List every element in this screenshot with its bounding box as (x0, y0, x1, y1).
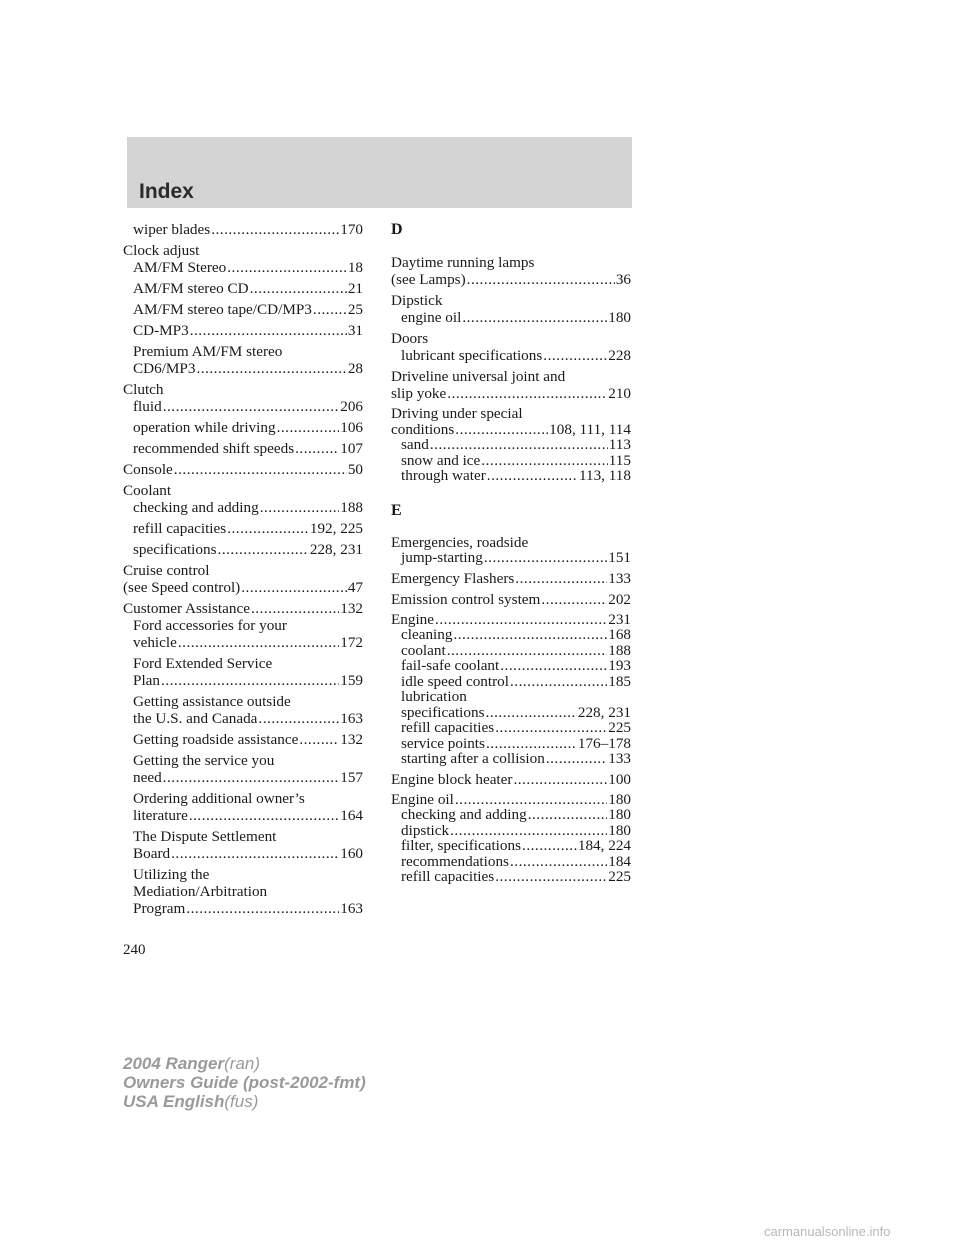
leader-dots (227, 259, 347, 276)
entry-row (133, 845, 363, 862)
entry-lead-line: Premium AM/FM stereo (133, 343, 283, 360)
entry-row (133, 322, 363, 339)
entry-page: 168 (608, 626, 631, 643)
entry-row (401, 309, 631, 326)
entry-page: 228 (608, 347, 631, 364)
leader-dots (178, 634, 339, 651)
entry-page: 50 (347, 461, 363, 478)
leader-dots (186, 900, 339, 917)
footer-bold: USA English (123, 1092, 225, 1111)
index-subentry (133, 617, 363, 651)
entry-row (133, 360, 363, 377)
section-letter: E (391, 501, 402, 519)
entry-row (401, 720, 631, 736)
entry-page: 184 (608, 852, 631, 870)
entry-text: checking and adding (401, 806, 527, 823)
index-subentry (401, 689, 631, 720)
entry-heading: Dipstick (391, 292, 443, 309)
entry-lead-line: The Dispute Settlement (133, 828, 277, 845)
index-subentry (401, 838, 631, 854)
entry-page: 180 (608, 821, 631, 839)
entry-row (123, 579, 363, 596)
entry-text: CD6/MP3 (133, 360, 196, 377)
entry-page: 202 (608, 590, 631, 608)
entry-lead-line: Driving under special (391, 405, 523, 422)
entry-row (401, 807, 631, 823)
index-subentry (401, 854, 631, 870)
entry-text: Emission control system (391, 590, 541, 608)
entry-page: 160 (340, 845, 363, 862)
entry-page: 31 (347, 322, 363, 339)
entry-row (133, 769, 363, 786)
entry-text: sand (401, 436, 429, 453)
leader-dots (450, 823, 607, 839)
leader-dots (522, 838, 577, 854)
entry-row (133, 807, 363, 824)
entry-page: 159 (340, 672, 363, 689)
index-entry (391, 254, 631, 288)
entry-page: 206 (340, 398, 363, 415)
index-entry (391, 771, 631, 788)
entry-row (123, 461, 363, 478)
leader-dots (481, 453, 607, 469)
leader-dots (455, 422, 548, 438)
entry-page: 163 (340, 900, 363, 917)
entry-row (133, 520, 363, 537)
leader-dots (543, 347, 607, 364)
index-subentry (401, 437, 631, 453)
index-entry (391, 368, 631, 402)
leader-dots (258, 710, 339, 727)
entry-page: 192, 225 (309, 520, 363, 537)
entry-text: service points (401, 734, 485, 752)
entry-row (391, 422, 631, 438)
entry-page: 47 (347, 579, 363, 596)
leader-dots (484, 550, 607, 566)
index-subentry (401, 736, 631, 752)
entry-page: 180 (608, 309, 631, 326)
leader-dots (510, 674, 607, 690)
entry-text: snow and ice (401, 451, 481, 469)
section-letter: D (391, 221, 403, 238)
leader-dots (241, 579, 347, 596)
entry-heading: Doors (391, 330, 429, 347)
entry-text: need (133, 769, 162, 786)
leader-dots (260, 499, 340, 516)
leader-dots (161, 672, 339, 689)
index-subentry (401, 720, 631, 736)
entry-text: refill capacities (401, 868, 495, 885)
leader-dots (163, 398, 340, 415)
index-entry (391, 330, 631, 364)
entry-page: 170 (340, 221, 363, 238)
entry-page: 172 (340, 634, 363, 651)
entry-text: cleaning (401, 626, 453, 643)
index-subentry (133, 693, 363, 727)
entry-page: 108, 111, 114 (549, 420, 631, 438)
entry-text: Emergency Flashers (391, 569, 515, 587)
entry-page: 36 (615, 271, 631, 288)
entry-page: 188 (340, 499, 363, 516)
leader-dots (190, 322, 347, 339)
entry-row (391, 792, 631, 808)
entry-page: 113, 118 (578, 467, 631, 484)
entry-row (401, 468, 631, 484)
entry-text: Console (123, 461, 173, 478)
index-subentry (133, 398, 363, 415)
entry-text: Board (133, 845, 171, 862)
entry-row (133, 440, 363, 457)
leader-dots (189, 807, 339, 824)
index-subentry (401, 823, 631, 839)
document-footer (123, 1054, 366, 1111)
leader-dots (462, 309, 607, 326)
index-entry (123, 221, 363, 238)
entry-text: vehicle (133, 634, 177, 651)
leader-dots (277, 419, 340, 436)
leader-dots (211, 221, 339, 238)
leader-dots (250, 280, 347, 297)
entry-text: through water (401, 467, 486, 484)
entry-page: 100 (608, 770, 631, 788)
entry-row (391, 385, 631, 402)
entry-text: jump-starting (401, 549, 483, 566)
entry-row (391, 271, 631, 288)
index-subentry (401, 627, 631, 643)
index-subentry (133, 259, 363, 276)
index-subentry (133, 731, 363, 748)
index-subentry (133, 655, 363, 689)
index-subentry (133, 866, 363, 917)
leader-dots (487, 468, 578, 484)
entry-page: 151 (608, 549, 631, 566)
leader-dots (513, 771, 607, 788)
entry-page: 133 (608, 750, 631, 767)
entry-row (401, 751, 631, 767)
leader-dots (510, 854, 607, 870)
index-subentry (133, 828, 363, 862)
index-entry (123, 461, 363, 478)
index-entry (123, 242, 363, 377)
entry-row (401, 453, 631, 469)
leader-dots (299, 731, 339, 748)
entry-page: 132 (340, 731, 363, 748)
footer-line (123, 1092, 366, 1111)
leader-dots (495, 869, 607, 885)
entry-text: refill capacities (133, 520, 227, 537)
entry-lead-line: Utilizing the (133, 866, 210, 883)
entry-row (401, 736, 631, 752)
index-subentry (133, 790, 363, 824)
entry-page: 184, 224 (577, 837, 631, 854)
entry-text: fluid (133, 398, 162, 415)
index-entry (391, 535, 631, 566)
index-subentry (133, 499, 363, 516)
entry-text: refill capacities (401, 719, 495, 736)
entry-text: checking and adding (133, 499, 259, 516)
index-subentry (133, 440, 363, 457)
entry-lead-line: Cruise control (123, 562, 210, 579)
index-subentry (133, 221, 363, 238)
leader-dots (541, 591, 607, 608)
entry-text: lubricant specifications (401, 347, 543, 364)
index-entry (391, 292, 631, 326)
entry-row (133, 280, 363, 297)
index-entry (123, 381, 363, 457)
entry-heading: Clock adjust (123, 242, 200, 259)
index-entry (123, 562, 363, 596)
entry-text: (see Speed control) (123, 579, 241, 596)
entry-row (133, 221, 363, 238)
footer-line (123, 1054, 366, 1073)
entry-row (123, 600, 363, 617)
entry-text: recommendations (401, 852, 509, 870)
entry-row (133, 541, 363, 558)
entry-page: 164 (340, 807, 363, 824)
index-column-left (123, 221, 363, 921)
leader-dots (486, 705, 577, 721)
index-entry (123, 600, 363, 917)
page-number: 240 (123, 942, 146, 958)
entry-lead-line: Ford accessories for your (133, 617, 287, 634)
index-subentry (401, 309, 631, 326)
entry-row (133, 710, 363, 727)
footer-note: (fus) (224, 1092, 259, 1111)
index-subentry (133, 280, 363, 297)
entry-lead-line: lubrication (401, 688, 467, 705)
entry-lead-line: Getting the service you (133, 752, 275, 769)
entry-row (401, 869, 631, 885)
entry-page: 228, 231 (309, 541, 363, 558)
leader-dots (218, 541, 309, 558)
leader-dots (486, 736, 577, 752)
index-subentry (401, 468, 631, 484)
entry-lead-line: Daytime running lamps (391, 254, 535, 271)
index-subentry (133, 419, 363, 436)
index-subentry (401, 643, 631, 659)
entry-row (401, 347, 631, 364)
entry-lead-line: Mediation/Arbitration (133, 883, 268, 900)
entry-text: literature (133, 807, 188, 824)
entry-page: 163 (340, 710, 363, 727)
entry-text: Program (133, 900, 186, 917)
leader-dots (227, 520, 309, 537)
entry-text: coolant (401, 641, 446, 659)
entry-text: idle speed control (401, 672, 509, 690)
leader-dots (430, 437, 608, 453)
index-entry (391, 406, 631, 484)
entry-page: 18 (347, 259, 363, 276)
page-title: Index (139, 180, 194, 203)
entry-row (401, 838, 631, 854)
entry-row (133, 398, 363, 415)
index-header-bar (127, 137, 632, 208)
index-column-right (391, 221, 631, 889)
entry-text: Plan (133, 672, 161, 689)
entry-row (133, 672, 363, 689)
index-entry (391, 570, 631, 587)
footer-note: (ran) (224, 1054, 261, 1073)
leader-dots (495, 720, 607, 736)
index-subentry (401, 347, 631, 364)
leader-dots (435, 612, 607, 628)
entry-row (391, 771, 631, 788)
index-subentry (401, 550, 631, 566)
leader-dots (174, 461, 347, 478)
watermark: carmanualsonline.info (764, 1224, 891, 1239)
entry-text: operation while driving (133, 419, 276, 436)
entry-page: 228, 231 (577, 703, 631, 721)
leader-dots (528, 807, 608, 823)
entry-row (133, 634, 363, 651)
entry-page: 25 (347, 301, 363, 318)
entry-row (133, 900, 363, 917)
entry-page: 28 (347, 360, 363, 377)
entry-row (401, 705, 631, 721)
entry-page: 113 (608, 436, 631, 453)
leader-dots (313, 301, 347, 318)
entry-text: Engine oil (391, 790, 454, 808)
footer-bold: 2004 Ranger (123, 1054, 225, 1073)
leader-dots (251, 600, 339, 617)
entry-page: 115 (608, 451, 631, 469)
entry-text: slip yoke (391, 385, 447, 402)
entry-text: AM/FM stereo tape/CD/MP3 (133, 301, 312, 318)
index-subentry (401, 751, 631, 767)
leader-dots (171, 845, 339, 862)
entry-text: Customer Assistance (123, 600, 250, 617)
index-subentry (401, 674, 631, 690)
entry-row (133, 499, 363, 516)
leader-dots (515, 570, 607, 587)
entry-page: 21 (347, 280, 363, 297)
entry-row (401, 674, 631, 690)
entry-page: 106 (340, 419, 363, 436)
leader-dots (546, 751, 607, 767)
entry-page: 231 (608, 610, 631, 628)
entry-text: conditions (391, 420, 455, 438)
entry-text: the U.S. and Canada (133, 710, 258, 727)
entry-lead-line: Ordering additional owner’s (133, 790, 305, 807)
entry-text: filter, specifications (401, 837, 522, 854)
entry-heading: Coolant (123, 482, 172, 499)
index-subentry (401, 453, 631, 469)
entry-text: specifications (133, 541, 217, 558)
leader-dots (163, 769, 340, 786)
entry-row (401, 437, 631, 453)
entry-text: wiper blades (133, 221, 211, 238)
entry-text: specifications (401, 703, 485, 721)
entry-row (401, 823, 631, 839)
footer-bold: Owners Guide (post-2002-fmt) (123, 1073, 366, 1092)
entry-text: fail-safe coolant (401, 657, 500, 674)
entry-text: AM/FM stereo CD (133, 280, 249, 297)
entry-page: 188 (608, 641, 631, 659)
index-entry (123, 482, 363, 558)
entry-text: engine oil (401, 309, 462, 326)
entry-page: 180 (608, 790, 631, 808)
entry-row (133, 419, 363, 436)
entry-text: Engine (391, 610, 435, 628)
index-subentry (401, 658, 631, 674)
leader-dots (500, 658, 607, 674)
entry-row (133, 731, 363, 748)
entry-text: Engine block heater (391, 770, 513, 788)
leader-dots (447, 385, 607, 402)
entry-text: Getting roadside assistance (133, 731, 299, 748)
entry-text: (see Lamps) (391, 271, 466, 288)
entry-text: dipstick (401, 821, 450, 839)
leader-dots (455, 792, 607, 808)
entry-text: starting after a collision (401, 750, 545, 767)
entry-row (401, 643, 631, 659)
entry-row (391, 612, 631, 628)
index-entry (391, 612, 631, 767)
footer-line (123, 1073, 366, 1092)
entry-page: 107 (340, 440, 363, 457)
index-subentry (133, 752, 363, 786)
entry-row (133, 301, 363, 318)
entry-page: 133 (608, 569, 631, 587)
entry-row (401, 627, 631, 643)
leader-dots (196, 360, 346, 377)
index-entry (391, 591, 631, 608)
entry-page: 225 (608, 719, 631, 736)
entry-lead-line: Ford Extended Service (133, 655, 273, 672)
entry-page: 180 (608, 806, 631, 823)
entry-row (401, 854, 631, 870)
entry-text: CD-MP3 (133, 322, 189, 339)
entry-lead-line: Getting assistance outside (133, 693, 291, 710)
leader-dots (295, 440, 339, 457)
entry-page: 185 (608, 672, 631, 690)
leader-dots (467, 271, 615, 288)
entry-row (401, 658, 631, 674)
index-subentry (133, 541, 363, 558)
entry-page: 193 (608, 657, 631, 674)
entry-page: 132 (340, 600, 363, 617)
entry-heading: Emergencies, roadside (391, 533, 529, 551)
index-subentry (401, 807, 631, 823)
entry-lead-line: Driveline universal joint and (391, 368, 566, 385)
index-subentry (133, 322, 363, 339)
entry-page: 210 (608, 385, 631, 402)
entry-row (391, 570, 631, 587)
leader-dots (453, 627, 607, 643)
entry-row (133, 259, 363, 276)
entry-text: AM/FM Stereo (133, 259, 227, 276)
entry-heading: Clutch (123, 381, 164, 398)
index-subentry (133, 343, 363, 377)
index-subentry (133, 520, 363, 537)
index-entry (391, 792, 631, 885)
index-subentry (401, 869, 631, 885)
entry-row (401, 550, 631, 566)
entry-row (391, 591, 631, 608)
leader-dots (447, 643, 608, 659)
entry-page: 157 (340, 769, 363, 786)
index-subentry (133, 301, 363, 318)
entry-page: 176–178 (577, 734, 631, 752)
entry-text: recommended shift speeds (133, 440, 295, 457)
entry-page: 225 (608, 868, 631, 885)
